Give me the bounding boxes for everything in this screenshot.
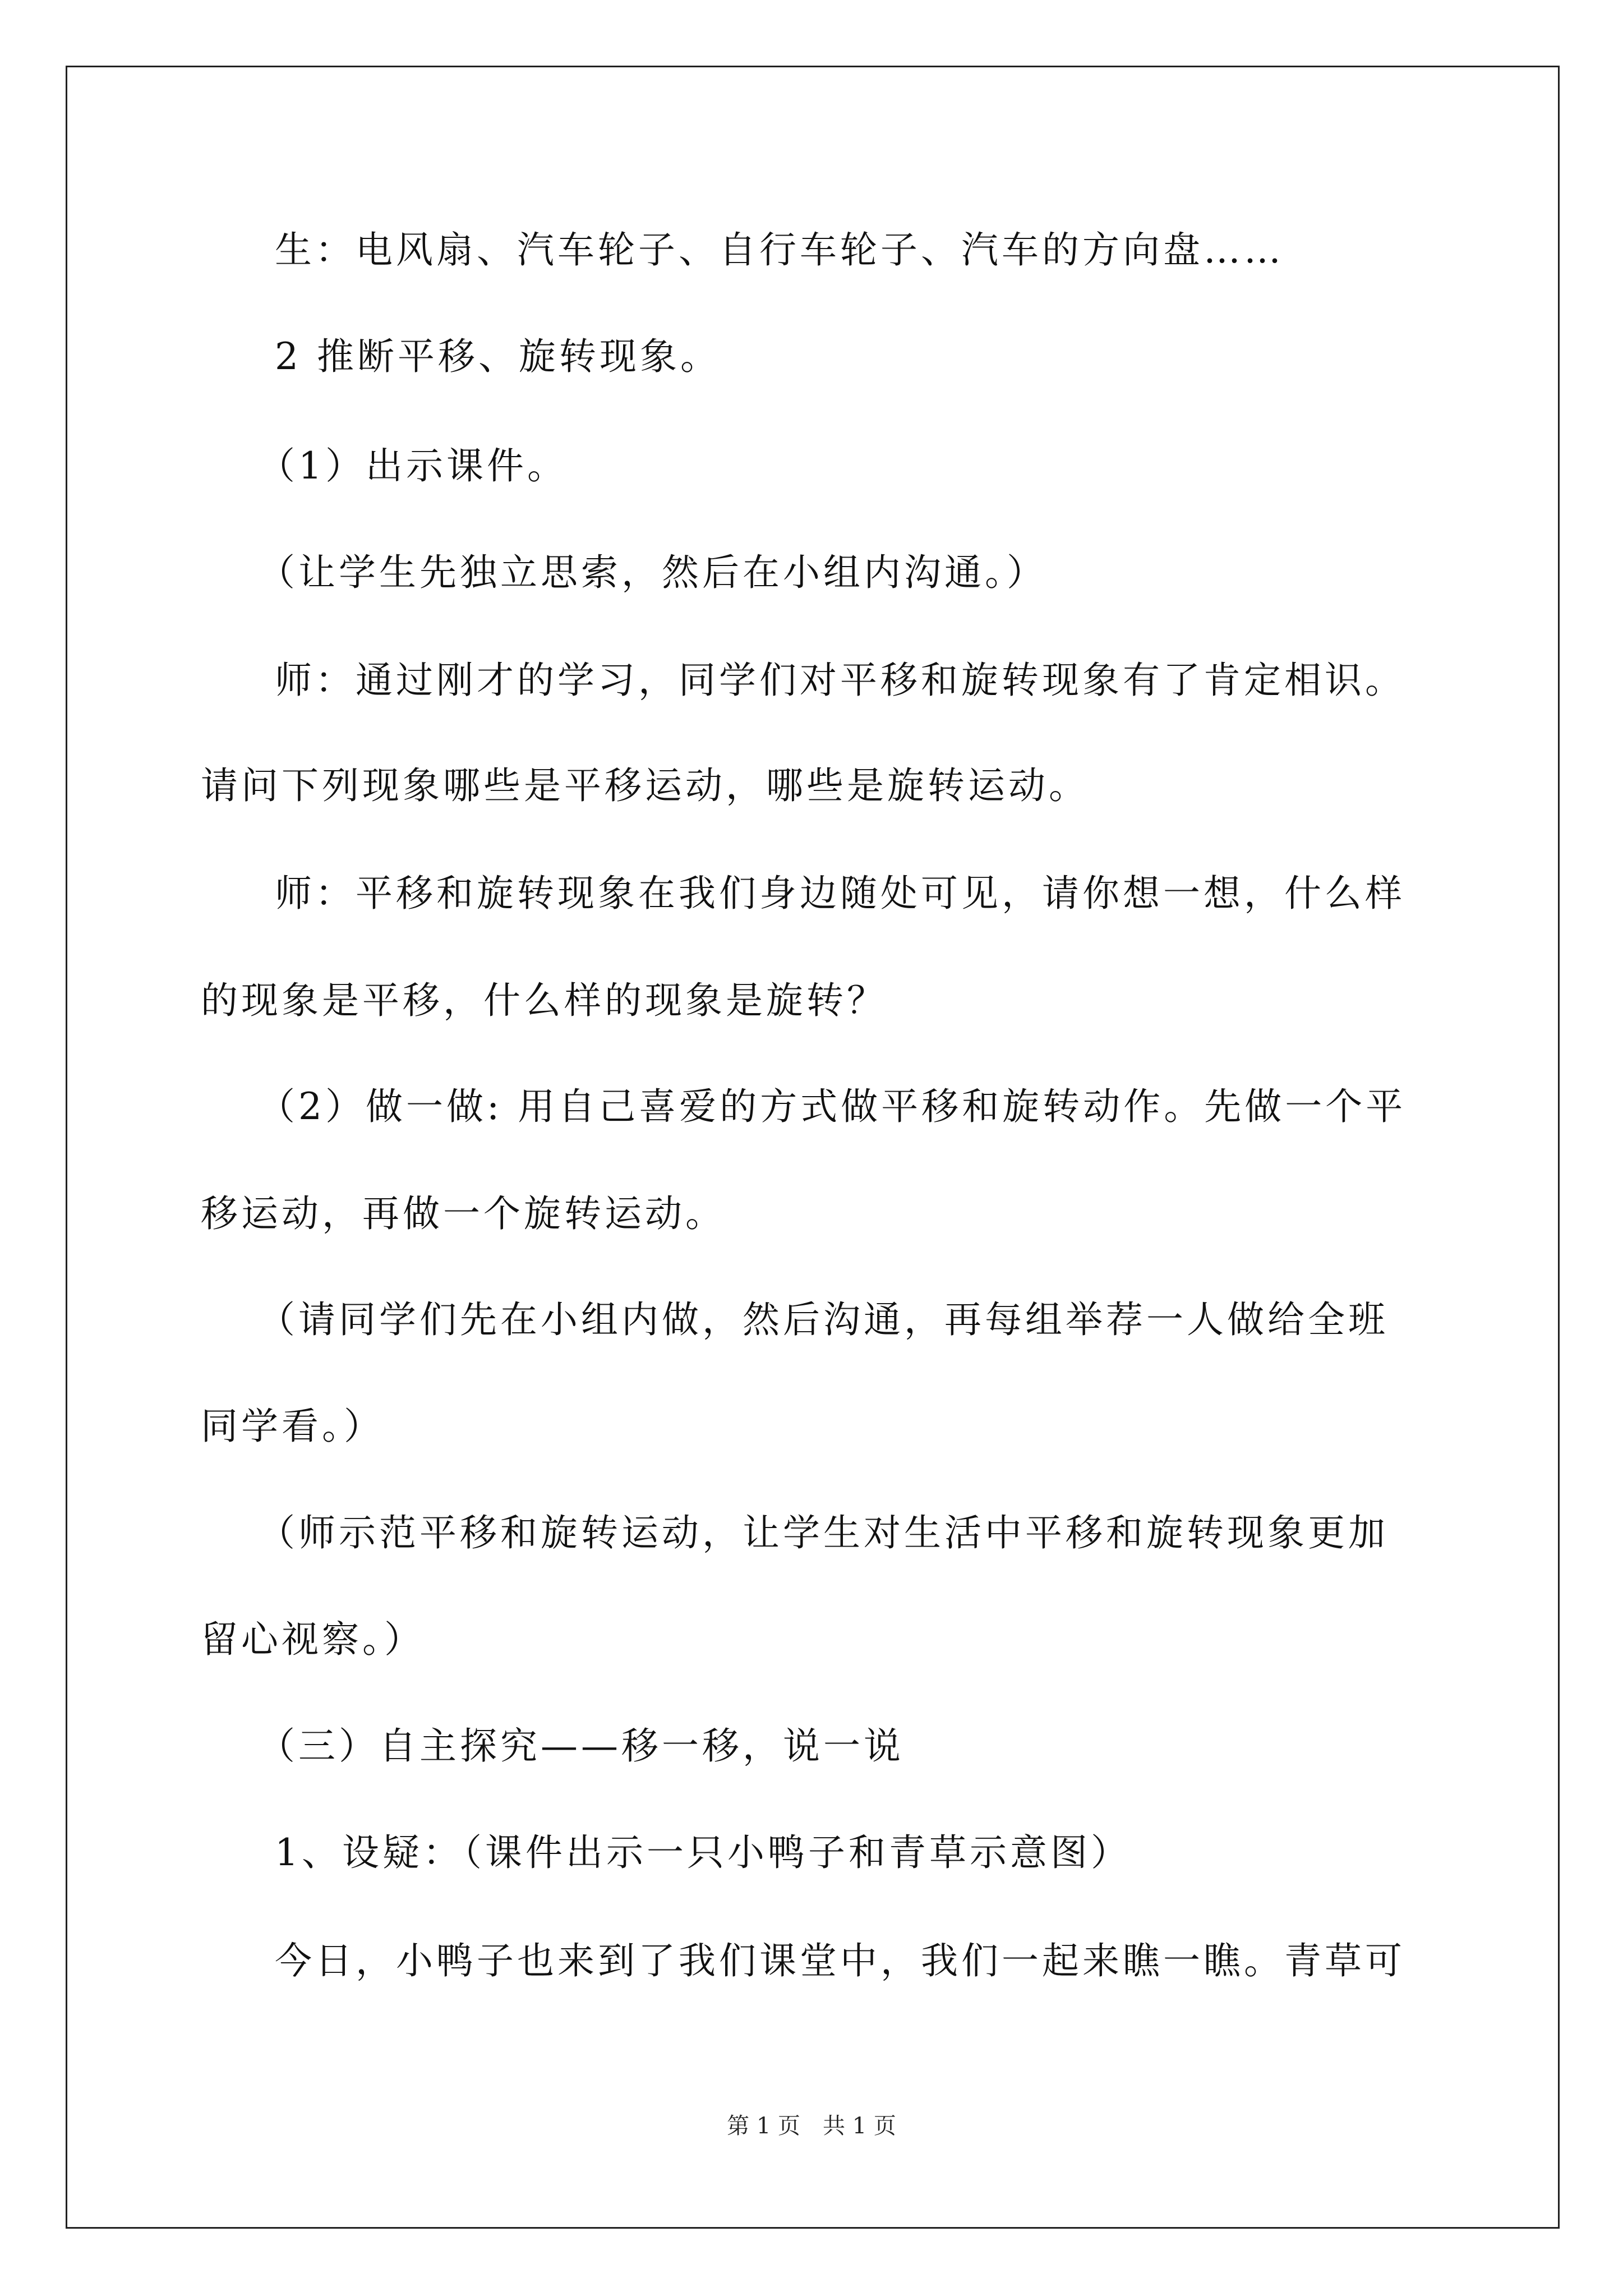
- paragraph-line: （让学生先独立思索，然后在小组内沟通。）: [258, 551, 1047, 594]
- paragraph-line: 师：平移和旋转现象在我们身边随处可见，请你想一想，什么样: [275, 872, 1405, 915]
- paragraph-line: （师示范平移和旋转运动，让学生对生活中平移和旋转现象更加: [258, 1511, 1389, 1554]
- section-heading: （三）自主探究——移一移，说一说: [258, 1724, 904, 1768]
- paragraph-line: （请同学们先在小组内做，然后沟通，再每组举荐一人做给全班: [258, 1298, 1389, 1341]
- paragraph-line: 移运动，再做一个旋转运动。: [201, 1192, 726, 1235]
- paragraph-line: 2 推断平移、旋转现象。: [275, 335, 721, 378]
- paragraph-line: （2）做一做: 用自己喜爱的方式做平移和旋转动作。先做一个平: [258, 1085, 1407, 1128]
- paragraph-line: 生：电风扇、汽车轮子、自行车轮子、汽车的方向盘……: [275, 228, 1284, 272]
- paragraph-line: 请问下列现象哪些是平移运动，哪些是旋转运动。: [201, 764, 1089, 807]
- paragraph-line: 的现象是平移，什么样的现象是旋转？: [201, 979, 887, 1022]
- paragraph-line: （1）出示课件。: [258, 444, 568, 487]
- paragraph-line: 1、设疑：（课件出示一只小鸭子和青草示意图）: [275, 1831, 1131, 1874]
- paragraph-line: 师：通过刚才的学习，同学们对平移和旋转现象有了肯定相识。: [275, 659, 1405, 702]
- paragraph-line: 同学看。）: [201, 1405, 384, 1448]
- page-footer: 第 1 页 共 1 页: [727, 2113, 896, 2139]
- paragraph-line: 留心视察。）: [201, 1618, 425, 1661]
- paragraph-line: 今日，小鸭子也来到了我们课堂中，我们一起来瞧一瞧。青草可: [275, 1939, 1405, 1982]
